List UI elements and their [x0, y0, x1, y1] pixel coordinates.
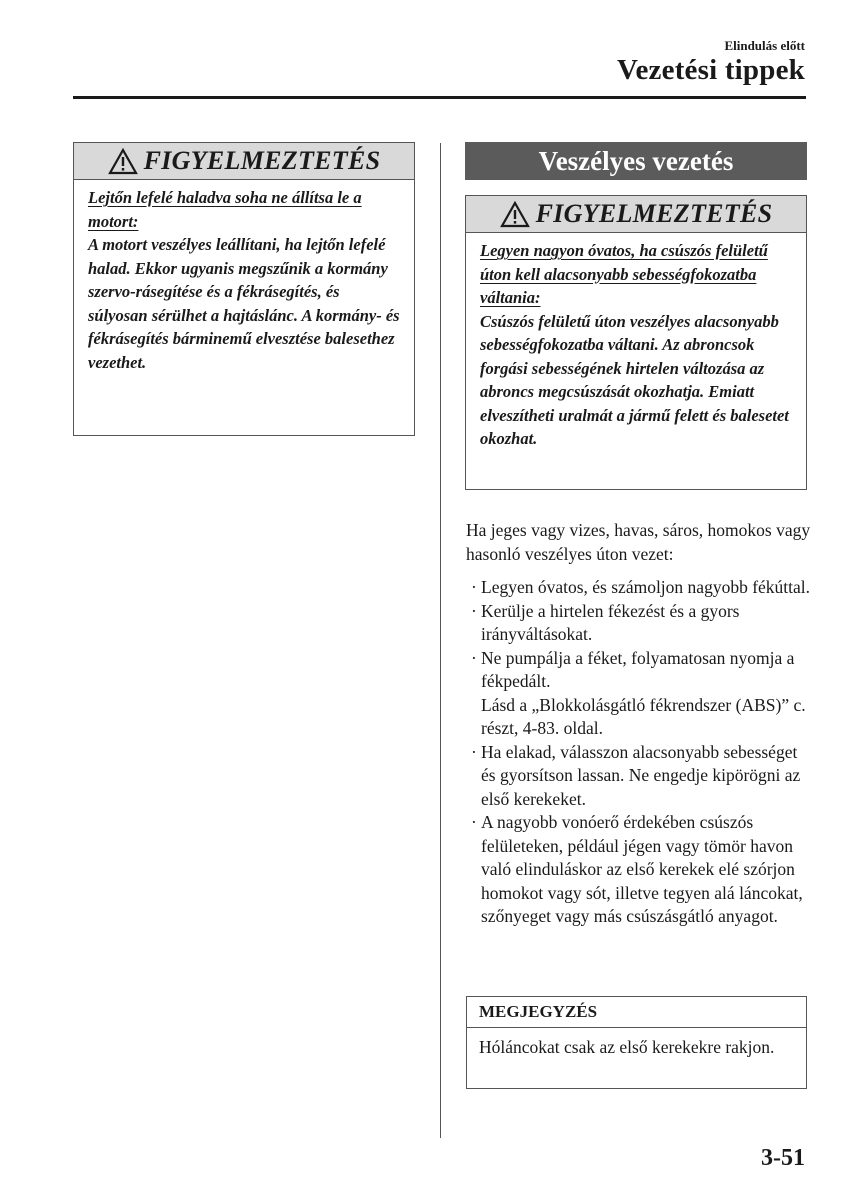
page-title: Vezetési tippek: [617, 54, 805, 86]
list-item-text: A nagyobb vonóerő érdekében csúszós felületeken, például jégen vagy tömör havon való elinduláskor az első kerekek elé szórjon homokot vagy sót, illetve tegyen alá láncokat, szőnyeget vagy más csúszásgátló anyagot.: [481, 812, 803, 926]
list-item-text: Kerülje a hirtelen fékezést és a gyors irányváltásokat.: [481, 600, 740, 644]
bullet-dot: ·: [471, 812, 477, 832]
section-banner: Veszélyes vezetés: [465, 142, 807, 180]
list-item-text: Ne pumpálja a féket, folyamatosan nyomja a fékpedált.: [481, 647, 795, 691]
left-warning-box: [73, 142, 415, 436]
warning-body: [74, 180, 414, 374]
header-rule: [73, 96, 806, 99]
column-divider: [440, 143, 441, 1138]
right-warning-box: [465, 195, 807, 490]
list-item: [466, 576, 811, 600]
warning-title: FIGYELMEZTETÉS: [143, 146, 381, 175]
page-number: 3-51: [761, 1145, 805, 1171]
note-title: MEGJEGYZÉS: [467, 997, 806, 1028]
warning-title: FIGYELMEZTETÉS: [535, 199, 773, 228]
note-body: Hóláncokat csak az első kerekekre rakjon.: [479, 1037, 775, 1057]
list-item-text: Ha elakad, válasszon alacsonyabb sebességet és gyorsítson lassan. Ne engedje kipörögni az első kerekeket.: [481, 741, 801, 809]
list-item-text: Legyen óvatos, és számoljon nagyobb fékúttal.: [481, 577, 811, 597]
warning-lead: Legyen nagyon óvatos, ha csúszós felületű úton kell alacsonyabb sebességfokozatba váltania:: [480, 241, 768, 307]
note-box: [466, 996, 807, 1089]
list-item: [466, 741, 811, 812]
warning-body: [466, 233, 806, 451]
warning-triangle-icon: [500, 201, 530, 228]
intro-paragraph: Ha jeges vagy vizes, havas, sáros, homokos vagy hasonló veszélyes úton vezet:: [466, 520, 811, 564]
list-item: [466, 811, 811, 929]
bullet-list: [466, 576, 811, 929]
warning-text: Csúszós felületű úton veszélyes alacsonyabb sebességfokozatba váltani. Az abroncsok forgási sebességének hirtelen változása az abroncs megcsúszását okozhatja. Emiatt elveszítheti uralmát a jármű felett és balesetet okozhat.: [480, 311, 789, 448]
warning-lead: Lejtőn lefelé haladva soha ne állítsa le a motort:: [88, 188, 362, 231]
list-item: [466, 647, 811, 741]
warning-triangle-icon: [108, 148, 138, 175]
bullet-dot: ·: [471, 577, 477, 597]
bullet-dot: ·: [471, 600, 477, 621]
list-item-reference: Lásd a „Blokkolásgátló fékrendszer (ABS)” c. részt, 4-83. oldal.: [481, 694, 806, 738]
bullet-dot: ·: [471, 741, 477, 762]
section-name: Elindulás előtt: [724, 38, 805, 53]
warning-header: [74, 143, 414, 180]
bullet-dot: ·: [471, 647, 477, 668]
list-item: [466, 600, 811, 647]
warning-header: [466, 196, 806, 233]
warning-text: A motort veszélyes leállítani, ha lejtőn lefelé halad. Ekkor ugyanis megszűnik a kormány szervo-rásegítése és a fékrásegítés, és súlyosan sérülhet a hajtáslánc. A kormány- és fékrásegítés bárminemű elvesztése balesethez vezethet.: [88, 235, 400, 372]
